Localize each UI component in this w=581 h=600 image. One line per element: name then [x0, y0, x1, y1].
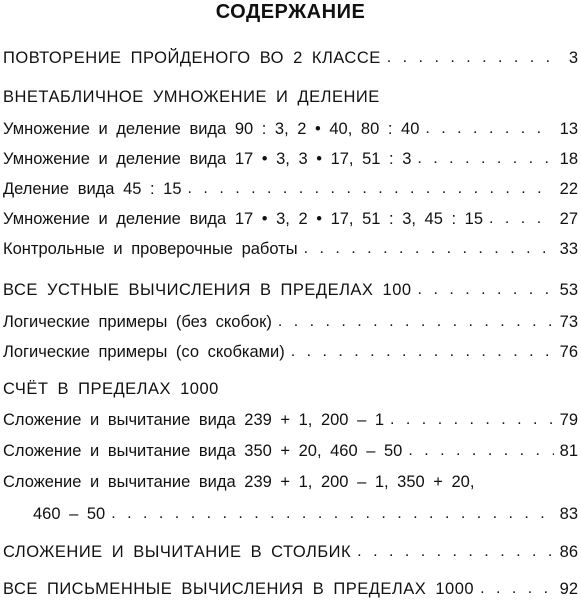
toc-entry-text: Сложение и вычитание вида 239 + 1, 200 – 1, 350 + 20,	[3, 473, 475, 491]
toc-entry-text: Контрольные и проверочные работы	[3, 240, 298, 258]
dot-leader	[425, 118, 553, 140]
toc-entry-text: Умножение и деление вида 90 : 3, 2 • 40, 80 : 40	[3, 120, 420, 138]
dot-leader	[111, 503, 553, 525]
page-title: СОДЕРЖАНИЕ	[215, 1, 366, 23]
dot-leader	[418, 279, 554, 301]
toc-entry-text: Деление вида 45 : 15	[3, 180, 182, 198]
toc-entry-text: ВСЕ ПИСЬМЕННЫЕ ВЫЧИСЛЕНИЯ В ПРЕДЕЛАХ 1000	[3, 580, 475, 598]
toc-entry[interactable]	[3, 409, 578, 431]
toc-entry[interactable]	[3, 178, 578, 200]
dot-leader	[304, 238, 554, 260]
toc-entry-text: Логические примеры (без скобок)	[3, 313, 272, 331]
toc-entry[interactable]	[3, 238, 578, 260]
toc-entry-text: Умножение и деление вида 17 • 3, 3 • 17, 51 : 3	[3, 150, 412, 168]
toc-page-number: 81	[559, 442, 578, 460]
toc-page-number: 53	[559, 281, 578, 299]
toc-entry-oral[interactable]	[3, 279, 578, 301]
toc-entry[interactable]	[3, 341, 578, 363]
toc-entry-written[interactable]	[3, 578, 578, 600]
dot-leader	[489, 208, 554, 230]
toc-entry[interactable]	[3, 208, 578, 230]
toc-section-heading: СЧЁТ В ПРЕДЕЛАХ 1000	[3, 380, 219, 398]
toc-entry[interactable]	[33, 503, 578, 525]
toc-page-number: 79	[559, 411, 578, 429]
dot-leader	[417, 148, 553, 170]
toc-entry-text: ПОВТОРЕНИЕ ПРОЙДЕНОГО ВО 2 КЛАССЕ	[3, 49, 381, 67]
toc-page-number: 3	[568, 49, 578, 67]
dot-leader	[188, 178, 554, 200]
toc-entry-text: СЛОЖЕНИЕ И ВЫЧИТАНИЕ В СТОЛБИК	[3, 543, 352, 561]
toc-page-number: 18	[559, 150, 578, 168]
toc-page-number: 83	[559, 505, 578, 523]
toc-page-number: 76	[559, 343, 578, 361]
toc-entry[interactable]	[3, 311, 578, 333]
toc-entry[interactable]	[3, 440, 578, 462]
toc-entry-text: Сложение и вычитание вида 350 + 20, 460 – 50	[3, 442, 403, 460]
toc-page-number: 13	[559, 120, 578, 138]
dot-leader	[387, 47, 563, 69]
toc-page-number: 22	[559, 180, 578, 198]
toc-page-number: 73	[559, 313, 578, 331]
toc-page-number: 92	[559, 580, 578, 598]
toc-entry-column[interactable]	[3, 541, 578, 563]
toc-entry-text: Сложение и вычитание вида 239 + 1, 200 – 1	[3, 411, 385, 429]
dot-leader	[291, 341, 554, 363]
dot-leader	[480, 578, 554, 600]
toc-page-number: 86	[559, 543, 578, 561]
toc-page-number: 33	[559, 240, 578, 258]
toc-entry[interactable]	[3, 148, 578, 170]
toc-entry-text: Умножение и деление вида 17 • 3, 2 • 17, 51 : 3, 45 : 15	[3, 210, 484, 228]
dot-leader	[357, 541, 553, 563]
toc-section-heading: ВНЕТАБЛИЧНОЕ УМНОЖЕНИЕ И ДЕЛЕНИЕ	[3, 88, 380, 106]
toc-entry[interactable]	[3, 118, 578, 140]
dot-leader	[390, 409, 554, 431]
dot-leader	[408, 440, 553, 462]
toc-entry-text: ВСЕ УСТНЫЕ ВЫЧИСЛЕНИЯ В ПРЕДЕЛАХ 100	[3, 281, 412, 299]
toc-page-number: 27	[559, 210, 578, 228]
dot-leader	[278, 311, 554, 333]
toc-entry-text: 460 – 50	[33, 505, 106, 523]
toc-entry-text: Логические примеры (со скобками)	[3, 343, 285, 361]
toc-entry-review[interactable]	[3, 47, 578, 69]
